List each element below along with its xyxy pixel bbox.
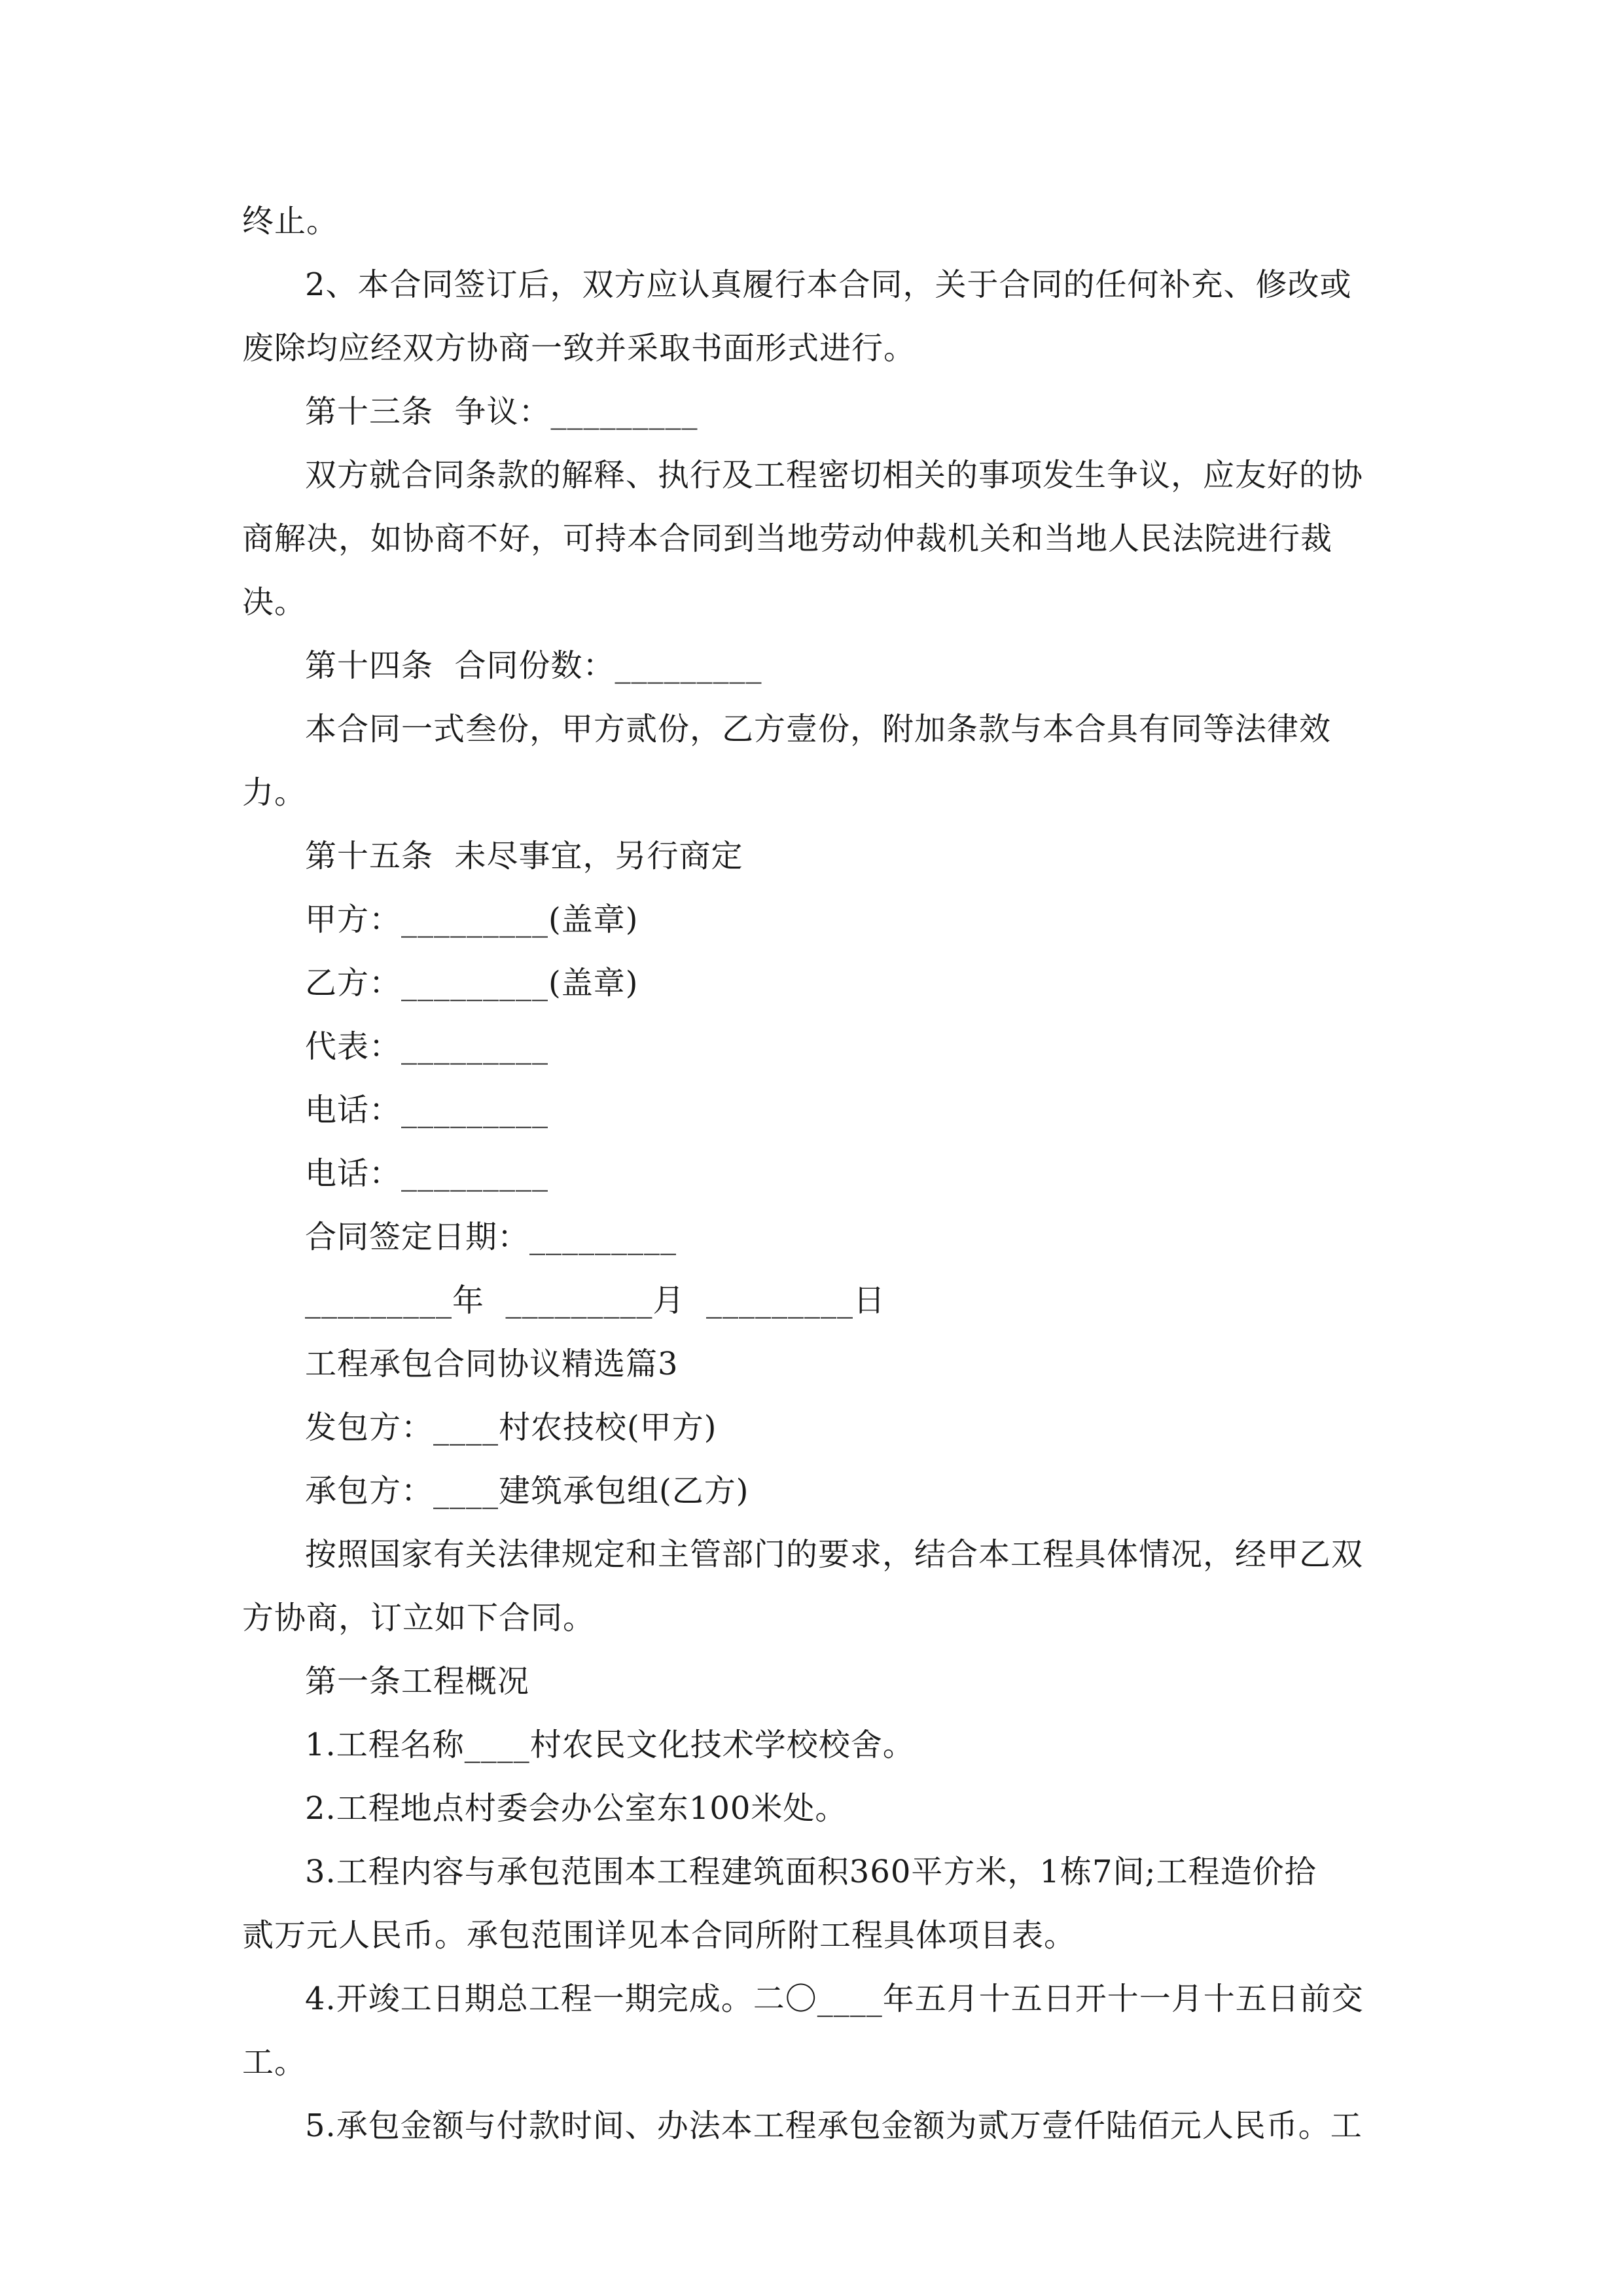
text-line: 本合同一式叁份，甲方贰份，乙方壹份，附加条款与本合具有同等法律效力。 [242,711,1332,811]
text-line: 2.工程地点村委会办公室东100米处。 [305,1790,847,1827]
text-line: 第十三条 争议：_________ [305,393,698,430]
text-line: 2、本合同签订后，双方应认真履行本合同，关于合同的任何补充、修改或 [305,266,1352,303]
text-line: 合同签定日期：_________ [305,1219,677,1255]
text-line: 按照国家有关法律规定和主管部门的要求，结合本工程具体情况，经甲乙双 [305,1536,1364,1573]
text-line: 方协商，订立如下合同。 [242,1600,596,1636]
text-line: 废除均应经双方协商一致并采取书面形式进行。 [242,330,916,367]
text-line: 工。 [242,2044,307,2081]
text-line: 3.工程内容与承包范围本工程建筑面积360平方米，1栋7间;工程造价拾 [305,1854,1317,1890]
text-line: 第一条工程概况 [305,1663,530,1700]
text-line: 贰万元人民币。承包范围详见本合同所附工程具体项目表。 [242,1917,1077,1954]
text-line: 代表：_________ [305,1028,549,1065]
text-line: 电话：_________ [305,1155,549,1192]
document-page [242,190,1381,2158]
text-line: 双方就合同条款的解释、执行及工程密切相关的事项发生争议，应友好的协 [305,457,1364,493]
text-line: 第十四条 合同份数：_________ [305,647,762,684]
text-line: 乙方：_________(盖章) [305,965,639,1001]
text-line: 5.承包金额与付款时间、办法本工程承包金额为贰万壹仟陆佰元人民币。工 [305,2108,1363,2144]
text-line: 商解决，如协商不好，可持本合同到当地劳动仲裁机关和当地人民法院进行裁决。 [242,520,1333,620]
text-line: _________年 _________月 _________日 [305,1282,886,1319]
text-line: 承包方：____建筑承包组(乙方) [305,1473,749,1509]
text-line: 4.开竣工日期总工程一期完成。二〇____年五月十五日开十一月十五日前交 [305,1981,1364,2017]
text-line: 终止。 [242,203,339,240]
text-line: 电话：_________ [305,1092,549,1128]
text-line: 甲方：_________(盖章) [305,901,639,938]
text-line: 工程承包合同协议精选篇3 [305,1346,679,1382]
text-line: 第十五条 未尽事宜，另行商定 [305,838,743,874]
text-line: 发包方：____村农技校(甲方) [305,1409,717,1446]
text-line: 1.工程名称____村农民文化技术学校校舍。 [305,1727,915,1763]
